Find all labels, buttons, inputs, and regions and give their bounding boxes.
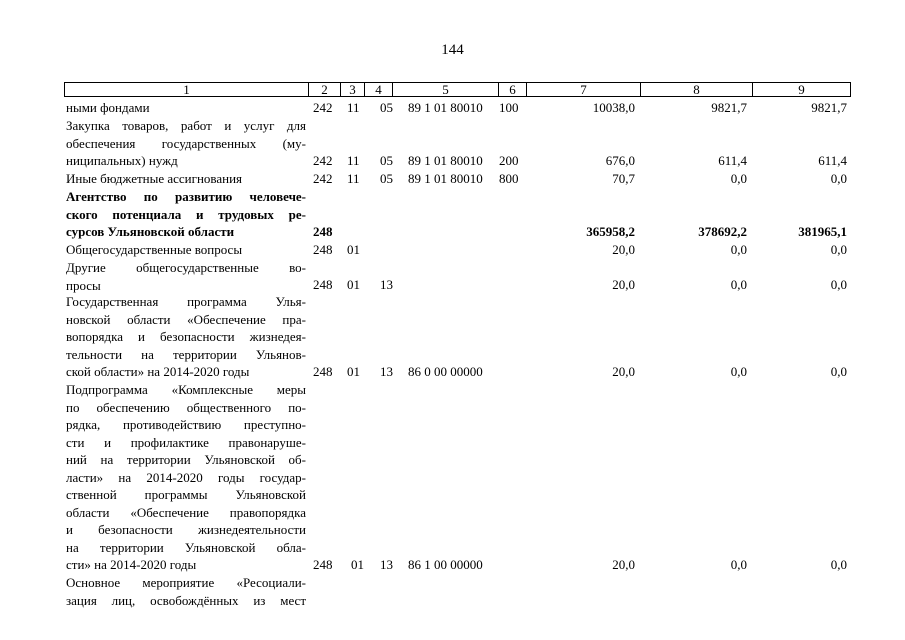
cell-amount-8: 9821,7 [711, 100, 747, 115]
cell-admin: 248 [313, 224, 333, 239]
cell-target: 89 1 01 80010 [408, 153, 483, 168]
cell-amount-9: 0,0 [830, 557, 847, 572]
cell-admin: 242 [313, 171, 333, 186]
header-cell-4: 4 [364, 82, 392, 97]
row-description: Закупка товаров, работ и услуг для обеспечения государственных (му- ниципальных) нужд [66, 118, 306, 168]
cell-section: 11 [347, 100, 360, 115]
cell-subsection: 13 [380, 364, 393, 379]
row-description: Иные бюджетные ассигнования [66, 171, 243, 186]
cell-target: 89 1 01 80010 [408, 100, 483, 115]
cell-amount-7: 20,0 [612, 277, 635, 292]
header-cell-8: 8 [640, 82, 752, 97]
header-cell-6: 6 [498, 82, 526, 97]
header-cell-5: 5 [392, 82, 498, 97]
cell-amount-8: 378692,2 [698, 224, 747, 239]
row-description: Агентство по развитию человече- ского потенциала и трудовых ре- сурсов Ульяновской области [66, 189, 306, 239]
cell-type: 200 [499, 153, 519, 168]
cell-section: 11 [347, 153, 360, 168]
cell-subsection: 13 [380, 277, 393, 292]
header-cell-3: 3 [340, 82, 364, 97]
cell-section: 01 [347, 242, 360, 257]
cell-amount-8: 0,0 [730, 364, 747, 379]
cell-amount-8: 611,4 [718, 153, 747, 168]
row-description: ными фондами [66, 100, 150, 115]
cell-section: 01 [347, 364, 360, 379]
cell-amount-7: 365958,2 [586, 224, 635, 239]
cell-admin: 248 [313, 277, 333, 292]
page-number: 144 [441, 42, 464, 58]
cell-target: 86 0 00 00000 [408, 364, 483, 379]
cell-amount-7: 10038,0 [592, 100, 635, 115]
cell-admin: 248 [313, 557, 333, 572]
cell-amount-9: 9821,7 [811, 100, 847, 115]
cell-amount-9: 0,0 [830, 364, 847, 379]
cell-subsection: 05 [380, 171, 393, 186]
row-description: Подпрограмма «Комплексные меры по обеспечению общественного по- рядка, противодействию преступно- сти и профилактике правонаруше- ний на территории Ульяновской об- ласти» на 2014-2020 годы государ- ственной программы Ульяновской области «Обеспечение правопорядка и безопасности жизнедеятельности на территории Ульяновской обла- сти» на 2014-2020 годы [66, 382, 306, 572]
cell-amount-9: 381965,1 [798, 224, 847, 239]
cell-section: 11 [347, 171, 360, 186]
header-cell-7: 7 [526, 82, 640, 97]
cell-admin: 242 [313, 153, 333, 168]
cell-amount-8: 0,0 [730, 557, 747, 572]
cell-amount-8: 0,0 [730, 277, 747, 292]
row-description: Общегосударственные вопросы [66, 242, 243, 257]
cell-amount-7: 676,0 [605, 153, 635, 168]
header-cell-1: 1 [64, 82, 308, 97]
cell-admin: 248 [313, 364, 333, 379]
cell-amount-9: 0,0 [830, 242, 847, 257]
cell-amount-9: 0,0 [830, 277, 847, 292]
cell-amount-9: 611,4 [818, 153, 847, 168]
header-cell-2: 2 [308, 82, 340, 97]
cell-amount-8: 0,0 [730, 171, 747, 186]
cell-subsection: 05 [380, 100, 393, 115]
cell-amount-7: 70,7 [612, 171, 635, 186]
cell-section: 01 [351, 557, 364, 572]
cell-subsection: 05 [380, 153, 393, 168]
cell-admin: 242 [313, 100, 333, 115]
cell-amount-9: 0,0 [830, 171, 847, 186]
header-cell-9: 9 [752, 82, 851, 97]
row-description: Другие общегосударственные во- просы [66, 260, 306, 293]
row-description: Государственная программа Улья- новской области «Обеспечение пра- вопорядка и безопасности жизнедея- тельности на территории Ульянов- ской области» на 2014-2020 годы [66, 294, 306, 379]
cell-amount-7: 20,0 [612, 242, 635, 257]
cell-type: 800 [499, 171, 519, 186]
cell-type: 100 [499, 100, 519, 115]
row-description: Основное мероприятие «Ресоциали- зация лиц, освобождённых из мест [66, 575, 306, 608]
cell-target: 86 1 00 00000 [408, 557, 483, 572]
cell-amount-7: 20,0 [612, 557, 635, 572]
cell-section: 01 [347, 277, 360, 292]
cell-target: 89 1 01 80010 [408, 171, 483, 186]
cell-admin: 248 [313, 242, 333, 257]
cell-amount-7: 20,0 [612, 364, 635, 379]
cell-subsection: 13 [380, 557, 393, 572]
cell-amount-8: 0,0 [730, 242, 747, 257]
